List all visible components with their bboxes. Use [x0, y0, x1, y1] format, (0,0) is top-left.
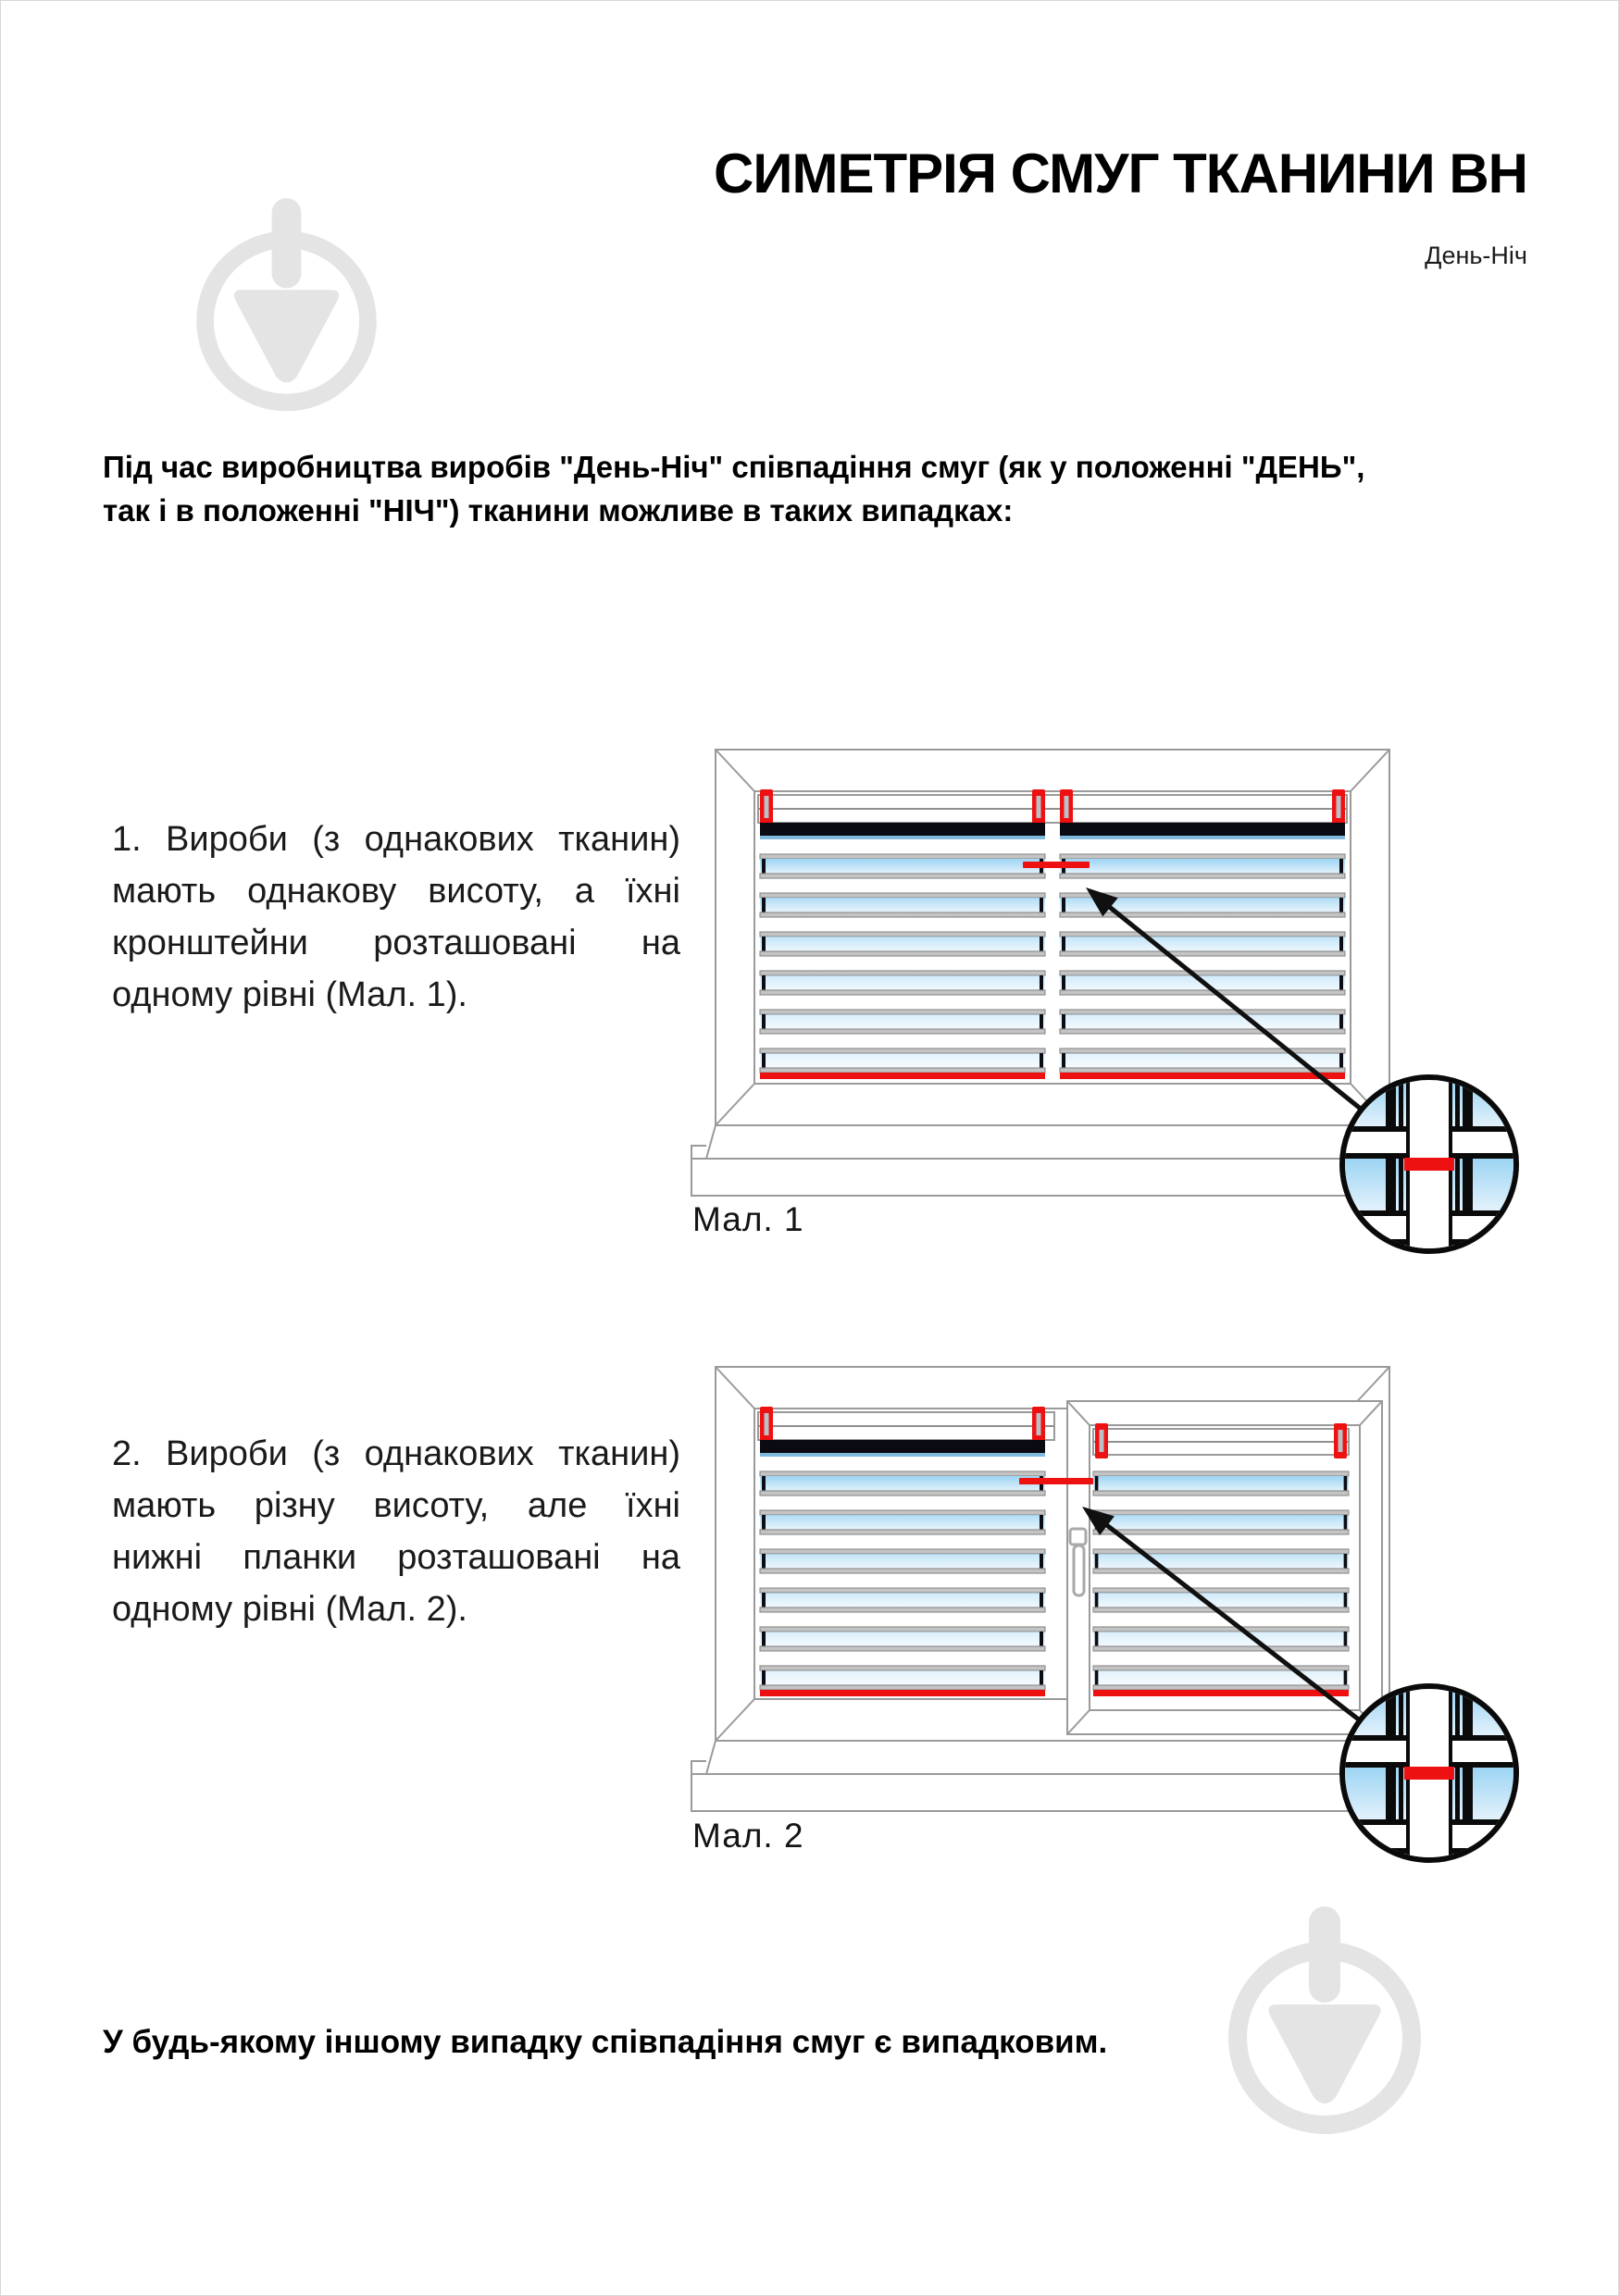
- figure-2-window-diagram: [686, 1347, 1538, 1880]
- item-1-line: кронштейни розташовані на: [112, 924, 680, 962]
- window-sill-top: [706, 1125, 1389, 1159]
- blind-head-rail: [758, 1407, 1054, 1442]
- stripe-level-marker: [1023, 862, 1090, 868]
- stripe-level-marker: [1019, 1478, 1093, 1484]
- watermark-trowel-icon: [182, 186, 391, 428]
- item-1-line: мають однакову висоту, а їхні: [112, 872, 680, 911]
- figure-2-caption: Мал. 2: [692, 1817, 804, 1855]
- magnifier-detail-lens: [1341, 1685, 1517, 1872]
- casement-sash: [1067, 1401, 1382, 1734]
- window-sill-top: [706, 1741, 1389, 1774]
- figure-1-caption: Мал. 1: [692, 1200, 804, 1238]
- item-1-text: [112, 813, 680, 1021]
- page-title: СИМЕТРІЯ СМУГ ТКАНИНИ ВН: [714, 143, 1527, 205]
- intro-line-2: так і в положенні "НІЧ") тканини можливе в таких випадках:: [103, 493, 1014, 527]
- intro-line-1: Під час виробництва виробів "День-Ніч" співпадіння смуг (як у положенні "ДЕНЬ",: [103, 450, 1365, 484]
- window-handle-icon: [1070, 1529, 1086, 1595]
- watermark-stem: [272, 198, 302, 288]
- window-sill-front: [691, 1159, 1384, 1196]
- sill-step: [691, 1761, 706, 1774]
- item-1-line: 1. Вироби (з однакових тканин): [112, 820, 680, 859]
- blind-head-rail: [1093, 1423, 1349, 1458]
- item-2-text: [112, 1428, 680, 1635]
- conclusion-text: У будь-якому іншому випадку співпадіння смуг є випадковим.: [103, 2024, 1108, 2060]
- watermark-trowel-icon: [1214, 1893, 1436, 2153]
- item-2-line: нижні планки розташовані на: [112, 1538, 680, 1577]
- item-1-line: одному рівні (Мал. 1).: [112, 975, 467, 1014]
- watermark-blade: [234, 290, 339, 382]
- intro-paragraph: [103, 445, 1547, 532]
- item-2-line: одному рівні (Мал. 2).: [112, 1590, 467, 1629]
- sill-step: [691, 1146, 706, 1159]
- magnifier-detail-lens: [1341, 1076, 1517, 1263]
- item-2-line: 2. Вироби (з однакових тканин): [112, 1434, 680, 1473]
- item-2-line: мають різну висоту, але їхні: [112, 1486, 680, 1525]
- window-sill-front: [691, 1774, 1384, 1811]
- blind-head-rail: [758, 789, 1347, 825]
- page-subtitle: День-Ніч: [1425, 242, 1527, 269]
- figure-1-window-diagram: [686, 732, 1538, 1264]
